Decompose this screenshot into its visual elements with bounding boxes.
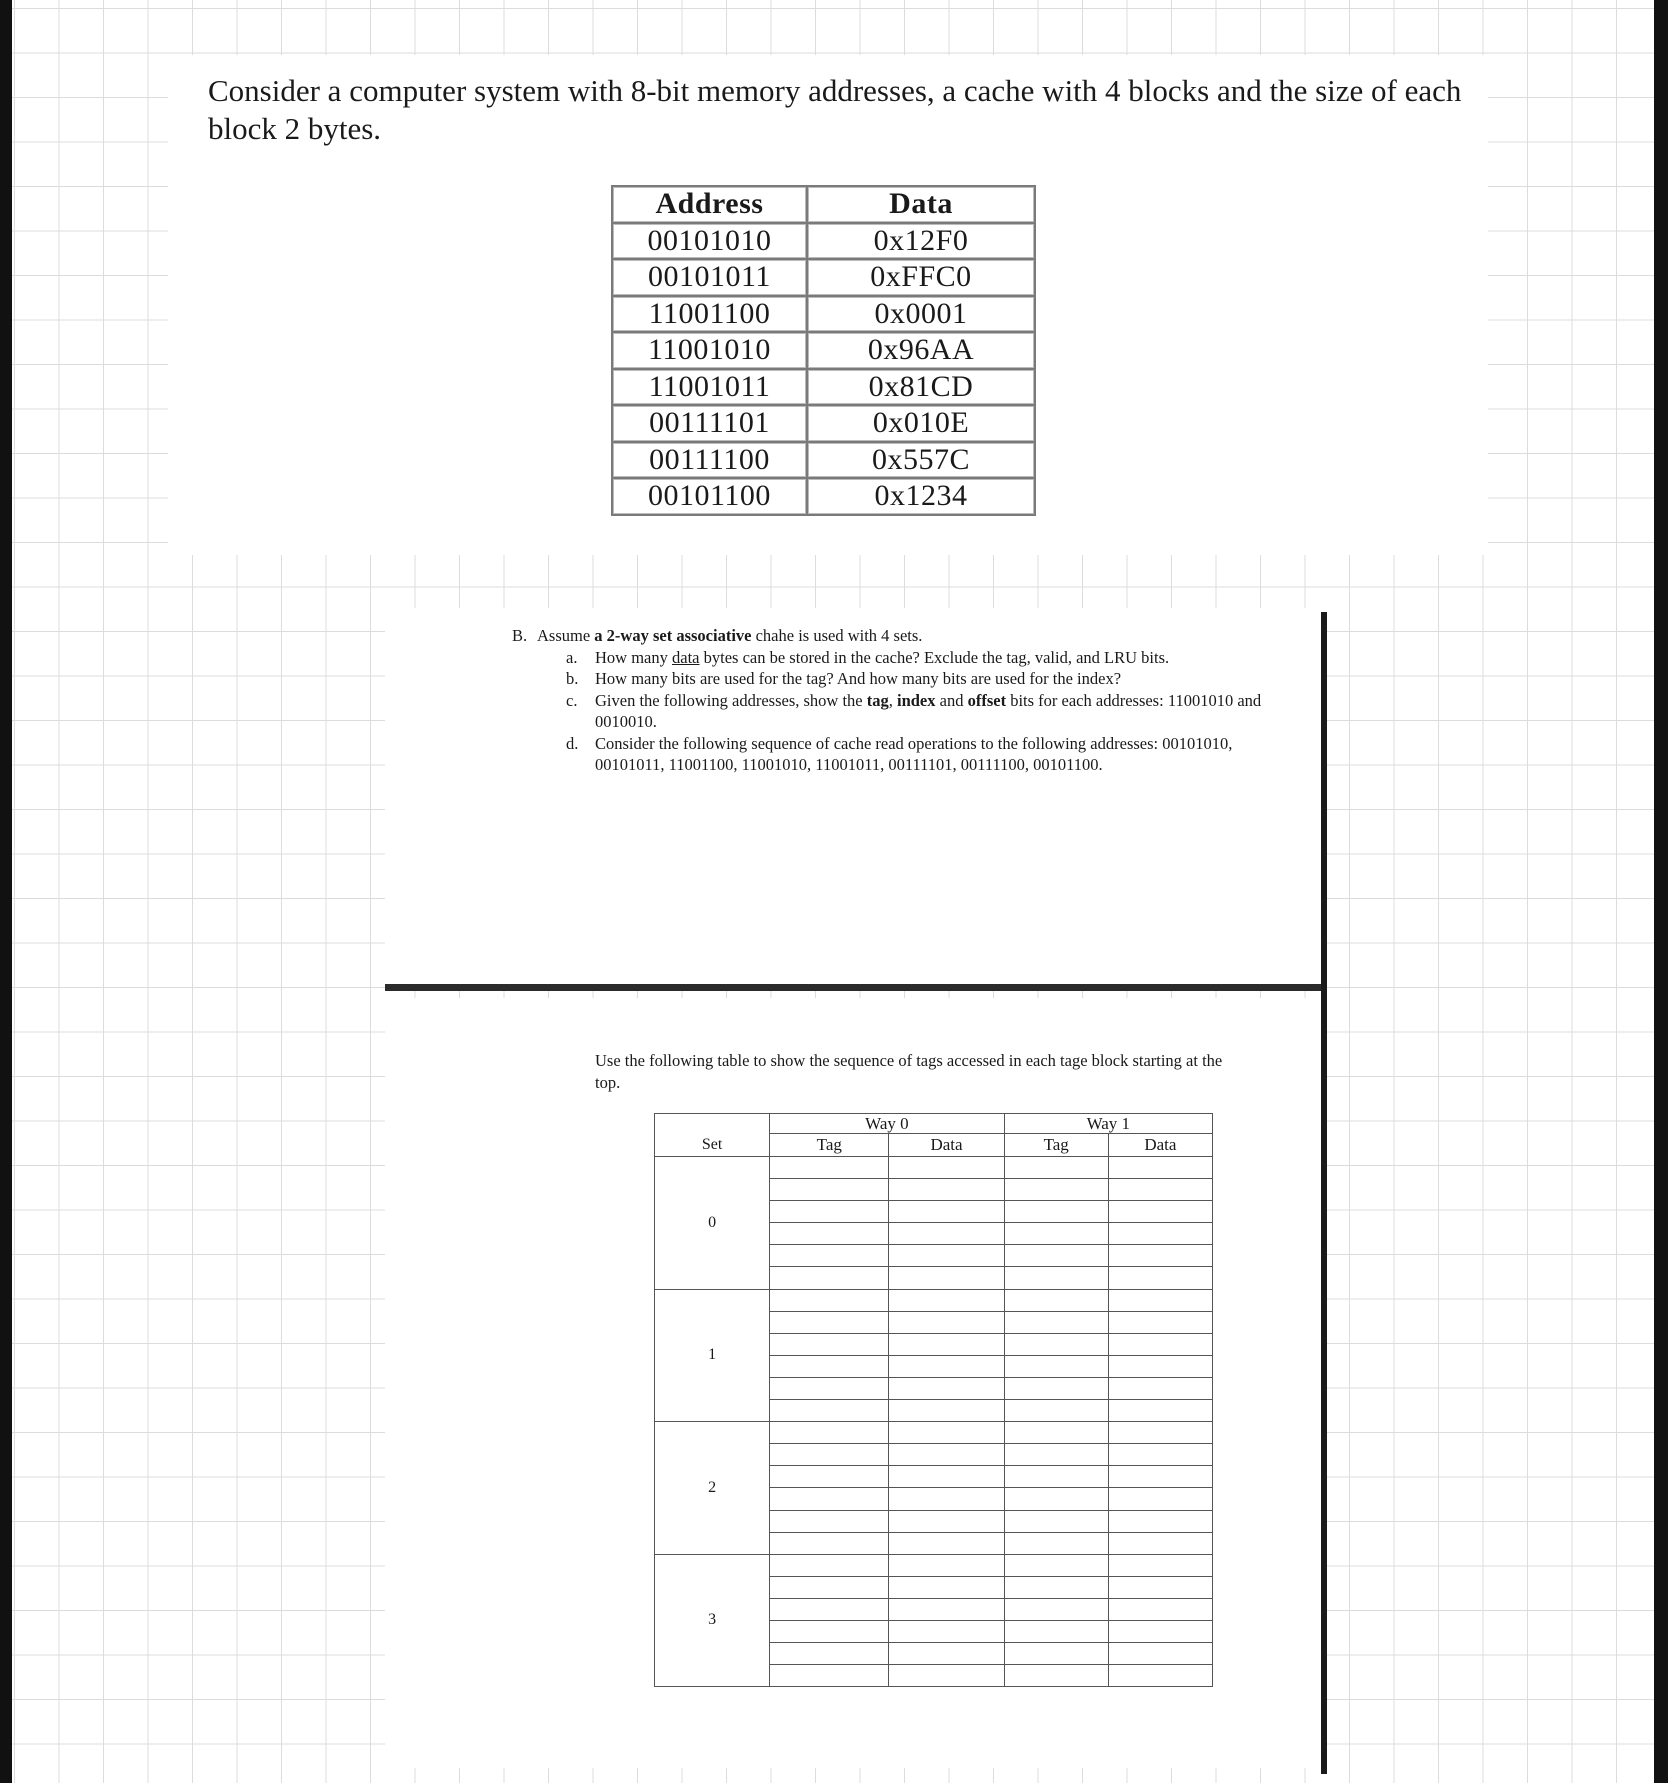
data-cell: 0x96AA xyxy=(807,332,1035,369)
way0-tag-cell[interactable] xyxy=(770,1311,889,1333)
way1-data-cell[interactable] xyxy=(1108,1576,1212,1598)
cache-table-column-header xyxy=(655,1134,1213,1157)
address-cell: 00101011 xyxy=(612,259,807,296)
data-cell: 0xFFC0 xyxy=(807,259,1035,296)
way1-tag-cell[interactable] xyxy=(1004,1422,1108,1444)
way0-tag-cell[interactable] xyxy=(770,1333,889,1355)
memory-table xyxy=(611,185,1036,516)
way0-tag-cell[interactable] xyxy=(770,1532,889,1554)
way1-data-cell[interactable] xyxy=(1108,1488,1212,1510)
way1-tag-cell[interactable] xyxy=(1004,1466,1108,1488)
way0-tag-cell[interactable] xyxy=(770,1444,889,1466)
way0-data-cell[interactable] xyxy=(889,1422,1004,1444)
way1-tag-cell[interactable] xyxy=(1004,1400,1108,1422)
table-instructions: Use the following table to show the sequence of tags accessed in each tage block starting at the top. xyxy=(595,1051,1223,1092)
set-label-1: 1 xyxy=(655,1289,770,1422)
way1-tag-cell[interactable] xyxy=(1004,1377,1108,1399)
way1-data-cell[interactable] xyxy=(1108,1400,1212,1422)
question-item-a: a. How many data bytes can be stored in the cache? Exclude the tag, valid, and LRU bits. xyxy=(566,647,1170,667)
way0-data-cell[interactable] xyxy=(889,1510,1004,1532)
way0-tag-cell[interactable] xyxy=(770,1598,889,1620)
way0-data-cell[interactable] xyxy=(889,1620,1004,1642)
cache-table-way-header xyxy=(655,1114,1213,1134)
way0-data-cell[interactable] xyxy=(889,1355,1004,1377)
problem-intro: Consider a computer system with 8-bit memory addresses, a cache with 4 blocks and the size of each block 2 bytes. xyxy=(208,73,1462,146)
way0-tag-cell[interactable] xyxy=(770,1179,889,1201)
vertical-divider xyxy=(1321,612,1327,1774)
way1-data-cell[interactable] xyxy=(1108,1510,1212,1532)
cache-row xyxy=(655,1554,1213,1576)
way0-tag-cell[interactable] xyxy=(770,1289,889,1311)
question-item-d: d. Consider the following sequence of cache read operations to the following addresses: 00101010, 00101011, 11001100, 11001010, 11001011, 00111101, 00111100, 00101100. xyxy=(566,733,1233,774)
address-cell: 00101100 xyxy=(612,478,807,515)
way0-tag-cell[interactable] xyxy=(770,1377,889,1399)
way0-tag-cell[interactable] xyxy=(770,1223,889,1245)
way1-data-cell[interactable] xyxy=(1108,1355,1212,1377)
address-cell: 11001100 xyxy=(612,296,807,333)
way0-tag-cell[interactable] xyxy=(770,1510,889,1532)
way0-tag-cell[interactable] xyxy=(770,1422,889,1444)
cache-table xyxy=(654,1113,1213,1687)
way1-data-cell[interactable] xyxy=(1108,1223,1212,1245)
question-b xyxy=(512,625,1302,776)
way0-data-cell[interactable] xyxy=(889,1665,1004,1687)
way1-data-cell[interactable] xyxy=(1108,1245,1212,1267)
address-cell: 11001010 xyxy=(612,332,807,369)
way1-tag-cell[interactable] xyxy=(1004,1665,1108,1687)
way0-tag-cell[interactable] xyxy=(770,1267,889,1289)
way0-data-cell[interactable] xyxy=(889,1466,1004,1488)
way1-data-cell[interactable] xyxy=(1108,1665,1212,1687)
memory-table-header xyxy=(612,186,1035,223)
way1-tag-cell[interactable] xyxy=(1004,1311,1108,1333)
address-cell: 00111100 xyxy=(612,442,807,479)
way1-tag-cell[interactable] xyxy=(1004,1620,1108,1642)
way0-data-cell[interactable] xyxy=(889,1488,1004,1510)
way0-data-cell[interactable] xyxy=(889,1311,1004,1333)
way0-tag-cell[interactable] xyxy=(770,1245,889,1267)
cache-row xyxy=(655,1157,1213,1179)
way0-tag-cell[interactable] xyxy=(770,1554,889,1576)
way1-data-cell[interactable] xyxy=(1108,1267,1212,1289)
way0-data-cell[interactable] xyxy=(889,1333,1004,1355)
emphasis-text: a 2-way set associative xyxy=(594,626,752,645)
way0-tag-cell[interactable] xyxy=(770,1643,889,1665)
way0-tag-cell[interactable] xyxy=(770,1576,889,1598)
way0-data-cell[interactable] xyxy=(889,1400,1004,1422)
way0-data-cell[interactable] xyxy=(889,1289,1004,1311)
question-item-b: b. How many bits are used for the tag? And how many bits are used for the index? xyxy=(566,669,1122,688)
way1-data-cell[interactable] xyxy=(1108,1422,1212,1444)
question-item-c: c. Given the following addresses, show the tag, index and offset bits for each addresses: 11001010 and 0010010. xyxy=(566,690,1262,731)
data-cell: 0x557C xyxy=(807,442,1035,479)
question-b-stem: B. Assume a 2-way set associative chahe is used with 4 sets. xyxy=(512,626,923,645)
way1-data-cell[interactable] xyxy=(1108,1311,1212,1333)
table-row xyxy=(612,478,1035,515)
table-row xyxy=(612,332,1035,369)
way0-data-cell[interactable] xyxy=(889,1245,1004,1267)
way1-tag-cell[interactable] xyxy=(1004,1510,1108,1532)
set-label-3: 3 xyxy=(655,1554,770,1687)
table-row xyxy=(612,405,1035,442)
way1-data-cell[interactable] xyxy=(1108,1201,1212,1223)
data-header: Data xyxy=(807,186,1035,223)
data-cell: 0x0001 xyxy=(807,296,1035,333)
cache-row xyxy=(655,1289,1213,1311)
data-cell: 0x010E xyxy=(807,405,1035,442)
way0-data-cell[interactable] xyxy=(889,1201,1004,1223)
way1-data-cell[interactable] xyxy=(1108,1532,1212,1554)
way1-data-cell[interactable] xyxy=(1108,1643,1212,1665)
way1-data-cell[interactable] xyxy=(1108,1377,1212,1399)
data-cell: 0x1234 xyxy=(807,478,1035,515)
way1-data-cell[interactable] xyxy=(1108,1289,1212,1311)
way1-tag-cell[interactable] xyxy=(1004,1179,1108,1201)
way0-header: Way 0 xyxy=(770,1114,1004,1134)
way0-data-cell[interactable] xyxy=(889,1532,1004,1554)
way1-tag-cell[interactable] xyxy=(1004,1554,1108,1576)
set-header: Set xyxy=(655,1134,770,1157)
way1-tag-cell[interactable] xyxy=(1004,1289,1108,1311)
table-row xyxy=(612,259,1035,296)
way1-data-cell[interactable] xyxy=(1108,1444,1212,1466)
way1-tag-cell[interactable] xyxy=(1004,1245,1108,1267)
data-cell: 0x12F0 xyxy=(807,223,1035,260)
table-row xyxy=(612,442,1035,479)
way1-tag-cell[interactable] xyxy=(1004,1157,1108,1179)
way1-tag-cell[interactable] xyxy=(1004,1444,1108,1466)
way0-tag-cell[interactable] xyxy=(770,1157,889,1179)
table-row xyxy=(612,223,1035,260)
way1-data-cell[interactable] xyxy=(1108,1157,1212,1179)
way1-tag-cell[interactable] xyxy=(1004,1532,1108,1554)
section-divider xyxy=(385,984,1327,991)
way1-tag-cell[interactable] xyxy=(1004,1576,1108,1598)
way0-data-cell[interactable] xyxy=(889,1444,1004,1466)
way0-tag-cell[interactable] xyxy=(770,1400,889,1422)
way0-tag-header: Tag xyxy=(770,1134,889,1157)
address-cell: 00101010 xyxy=(612,223,807,260)
cache-row xyxy=(655,1422,1213,1444)
way0-tag-cell[interactable] xyxy=(770,1466,889,1488)
underlined-word: data xyxy=(672,647,700,667)
way1-data-cell[interactable] xyxy=(1108,1333,1212,1355)
way1-tag-cell[interactable] xyxy=(1004,1598,1108,1620)
address-cell: 00111101 xyxy=(612,405,807,442)
way0-data-cell[interactable] xyxy=(889,1223,1004,1245)
way1-data-cell[interactable] xyxy=(1108,1620,1212,1642)
way1-data-cell[interactable] xyxy=(1108,1179,1212,1201)
cache-table-body xyxy=(655,1157,1213,1687)
way0-data-cell[interactable] xyxy=(889,1598,1004,1620)
data-cell: 0x81CD xyxy=(807,369,1035,406)
way1-data-header: Data xyxy=(1108,1134,1212,1157)
way0-tag-cell[interactable] xyxy=(770,1201,889,1223)
way1-data-cell[interactable] xyxy=(1108,1466,1212,1488)
way1-tag-cell[interactable] xyxy=(1004,1355,1108,1377)
way1-tag-cell[interactable] xyxy=(1004,1488,1108,1510)
way1-tag-cell[interactable] xyxy=(1004,1267,1108,1289)
set-label-0: 0 xyxy=(655,1157,770,1290)
way0-data-cell[interactable] xyxy=(889,1643,1004,1665)
way0-data-cell[interactable] xyxy=(889,1576,1004,1598)
way1-tag-cell[interactable] xyxy=(1004,1201,1108,1223)
question-marker: B. xyxy=(512,626,528,645)
way0-tag-cell[interactable] xyxy=(770,1355,889,1377)
way0-tag-cell[interactable] xyxy=(770,1665,889,1687)
set-header-spacer xyxy=(655,1114,770,1134)
way0-data-cell[interactable] xyxy=(889,1179,1004,1201)
table-row xyxy=(612,369,1035,406)
way1-tag-cell[interactable] xyxy=(1004,1333,1108,1355)
way0-data-header: Data xyxy=(889,1134,1004,1157)
way0-data-cell[interactable] xyxy=(889,1267,1004,1289)
address-header: Address xyxy=(612,186,807,223)
way1-tag-header: Tag xyxy=(1004,1134,1108,1157)
way0-data-cell[interactable] xyxy=(889,1377,1004,1399)
way1-data-cell[interactable] xyxy=(1108,1598,1212,1620)
way1-tag-cell[interactable] xyxy=(1004,1643,1108,1665)
way0-data-cell[interactable] xyxy=(889,1554,1004,1576)
way1-header: Way 1 xyxy=(1004,1114,1212,1134)
way0-data-cell[interactable] xyxy=(889,1157,1004,1179)
address-cell: 11001011 xyxy=(612,369,807,406)
table-row xyxy=(612,296,1035,333)
way1-data-cell[interactable] xyxy=(1108,1554,1212,1576)
way0-tag-cell[interactable] xyxy=(770,1488,889,1510)
way0-tag-cell[interactable] xyxy=(770,1620,889,1642)
set-label-2: 2 xyxy=(655,1422,770,1555)
way1-tag-cell[interactable] xyxy=(1004,1223,1108,1245)
